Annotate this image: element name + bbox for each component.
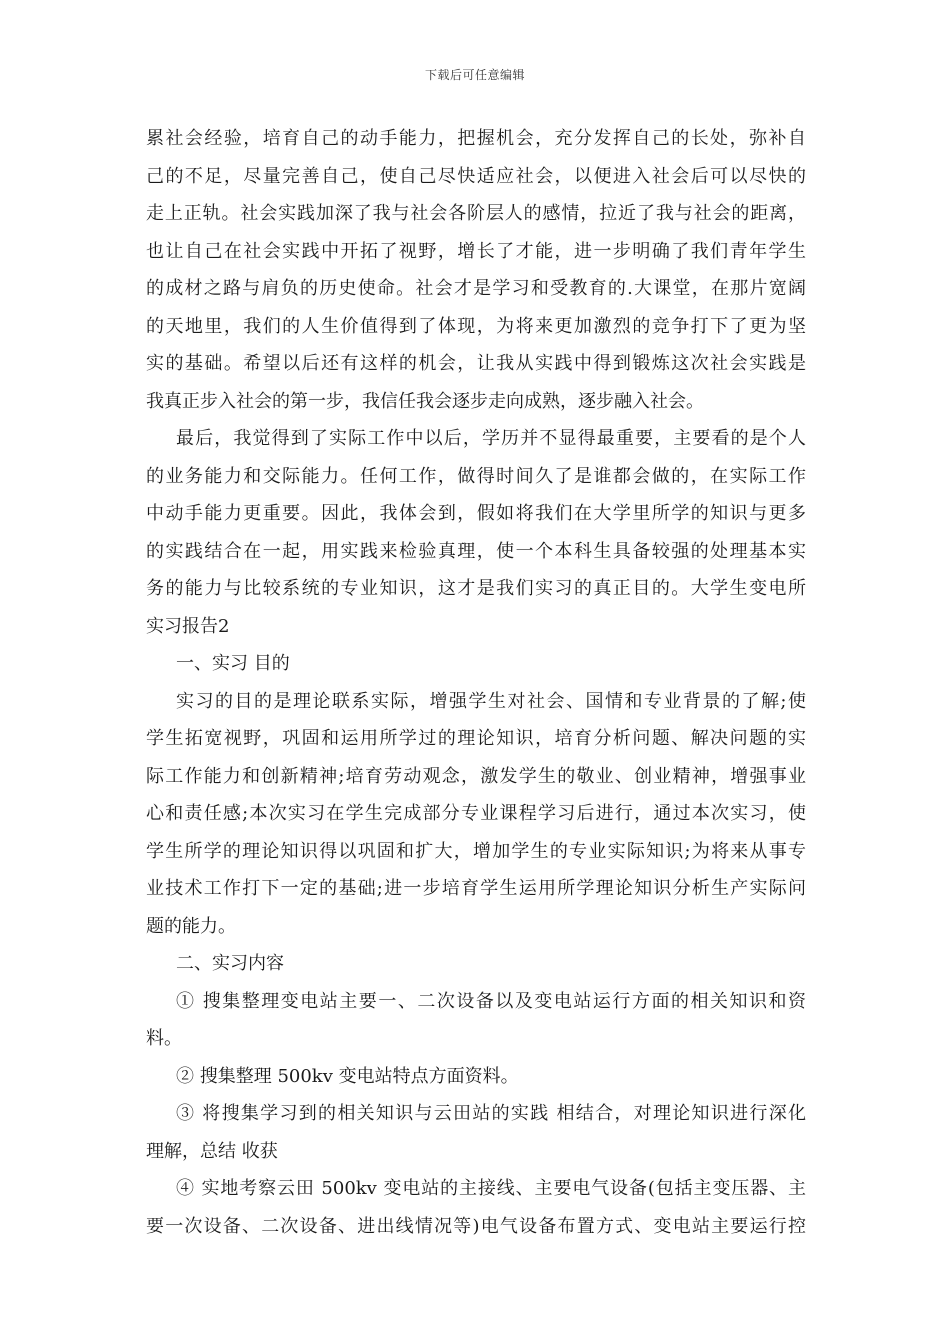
text-line: 的天地里，我们的人生价值得到了体现，为将来更加激烈的竞争打下了更为坚 bbox=[146, 315, 806, 337]
text-line: 实的基础。希望以后还有这样的机会，让我从实践中得到锻炼这次社会实践是 bbox=[146, 353, 806, 374]
text-line: 累社会经验，培育自己的动手能力，把握机会，充分发挥自己的长处，弥补自 bbox=[146, 128, 806, 149]
text-line: 我真正步入社会的第一步，我信任我会逐步走向成熟，逐步融入社会。 bbox=[146, 390, 704, 412]
text-line: 的成材之路与肩负的历史使命。社会才是学习和受教育的.大课堂，在那片宽阔 bbox=[146, 278, 806, 299]
text-line: 实习报告2 bbox=[146, 615, 230, 637]
text-line: 的实践结合在一起，用实践来检验真理，使一个本科生具备较强的处理基本实 bbox=[146, 540, 806, 562]
document-body bbox=[146, 120, 806, 1245]
text-line: 料。 bbox=[146, 1028, 182, 1049]
text-line: 二、实习内容 bbox=[176, 953, 284, 974]
text-line: 也让自己在社会实践中开拓了视野，增长了才能，进一步明确了我们青年学生 bbox=[146, 240, 806, 262]
text-line: 理解，总结 收获 bbox=[146, 1140, 278, 1162]
text-line: 要一次设备、二次设备、进出线情况等)电气设备布置方式、变电站主要运行控 bbox=[146, 1215, 806, 1237]
text-line: ① 搜集整理变电站主要一、二次设备以及变电站运行方面的相关知识和资 bbox=[176, 990, 806, 1012]
text-line: 学生拓宽视野，巩固和运用所学过的理论知识，培育分析问题、解决问题的实 bbox=[146, 728, 806, 749]
text-line: 心和责任感;本次实习在学生完成部分专业课程学习后进行，通过本次实习，使 bbox=[146, 803, 806, 824]
text-line: 实习的目的是理论联系实际，增强学生对社会、国情和专业背景的了解;使 bbox=[176, 690, 806, 712]
text-line: 际工作能力和创新精神;培育劳动观念，激发学生的敬业、创业精神，增强事业 bbox=[146, 765, 806, 787]
text-line: ② 搜集整理 500kv 变电站特点方面资料。 bbox=[176, 1065, 519, 1087]
text-line: ④ 实地考察云田 500kv 变电站的主接线、主要电气设备(包括主变压器、主 bbox=[176, 1178, 806, 1199]
text-line: 业技术工作打下一定的基础;进一步培育学生运用所学理论知识分析生产实际问 bbox=[146, 878, 806, 899]
text-line: 务的能力与比较系统的专业知识，这才是我们实习的真正目的。大学生变电所 bbox=[146, 578, 806, 599]
text-line: 题的能力。 bbox=[146, 915, 236, 937]
text-line: 的业务能力和交际能力。任何工作，做得时间久了是谁都会做的，在实际工作 bbox=[146, 465, 806, 487]
text-line: 走上正轨。社会实践加深了我与社会各阶层人的感情，拉近了我与社会的距离， bbox=[146, 203, 806, 224]
text-line: 一、实习 目的 bbox=[176, 653, 290, 674]
text-line: 学生所学的理论知识得以巩固和扩大，增加学生的专业实际知识;为将来从事专 bbox=[146, 840, 806, 862]
text-line: 中动手能力更重要。因此，我体会到，假如将我们在大学里所学的知识与更多 bbox=[146, 503, 806, 524]
page-header: 下载后可任意编辑 bbox=[424, 68, 525, 82]
text-line: 己的不足，尽量完善自己，使自己尽快适应社会，以便进入社会后可以尽快的 bbox=[146, 165, 806, 187]
text-line: ③ 将搜集学习到的相关知识与云田站的实践 相结合，对理论知识进行深化 bbox=[176, 1103, 806, 1124]
text-line: 最后，我觉得到了实际工作中以后，学历并不显得最重要，主要看的是个人 bbox=[176, 428, 806, 449]
